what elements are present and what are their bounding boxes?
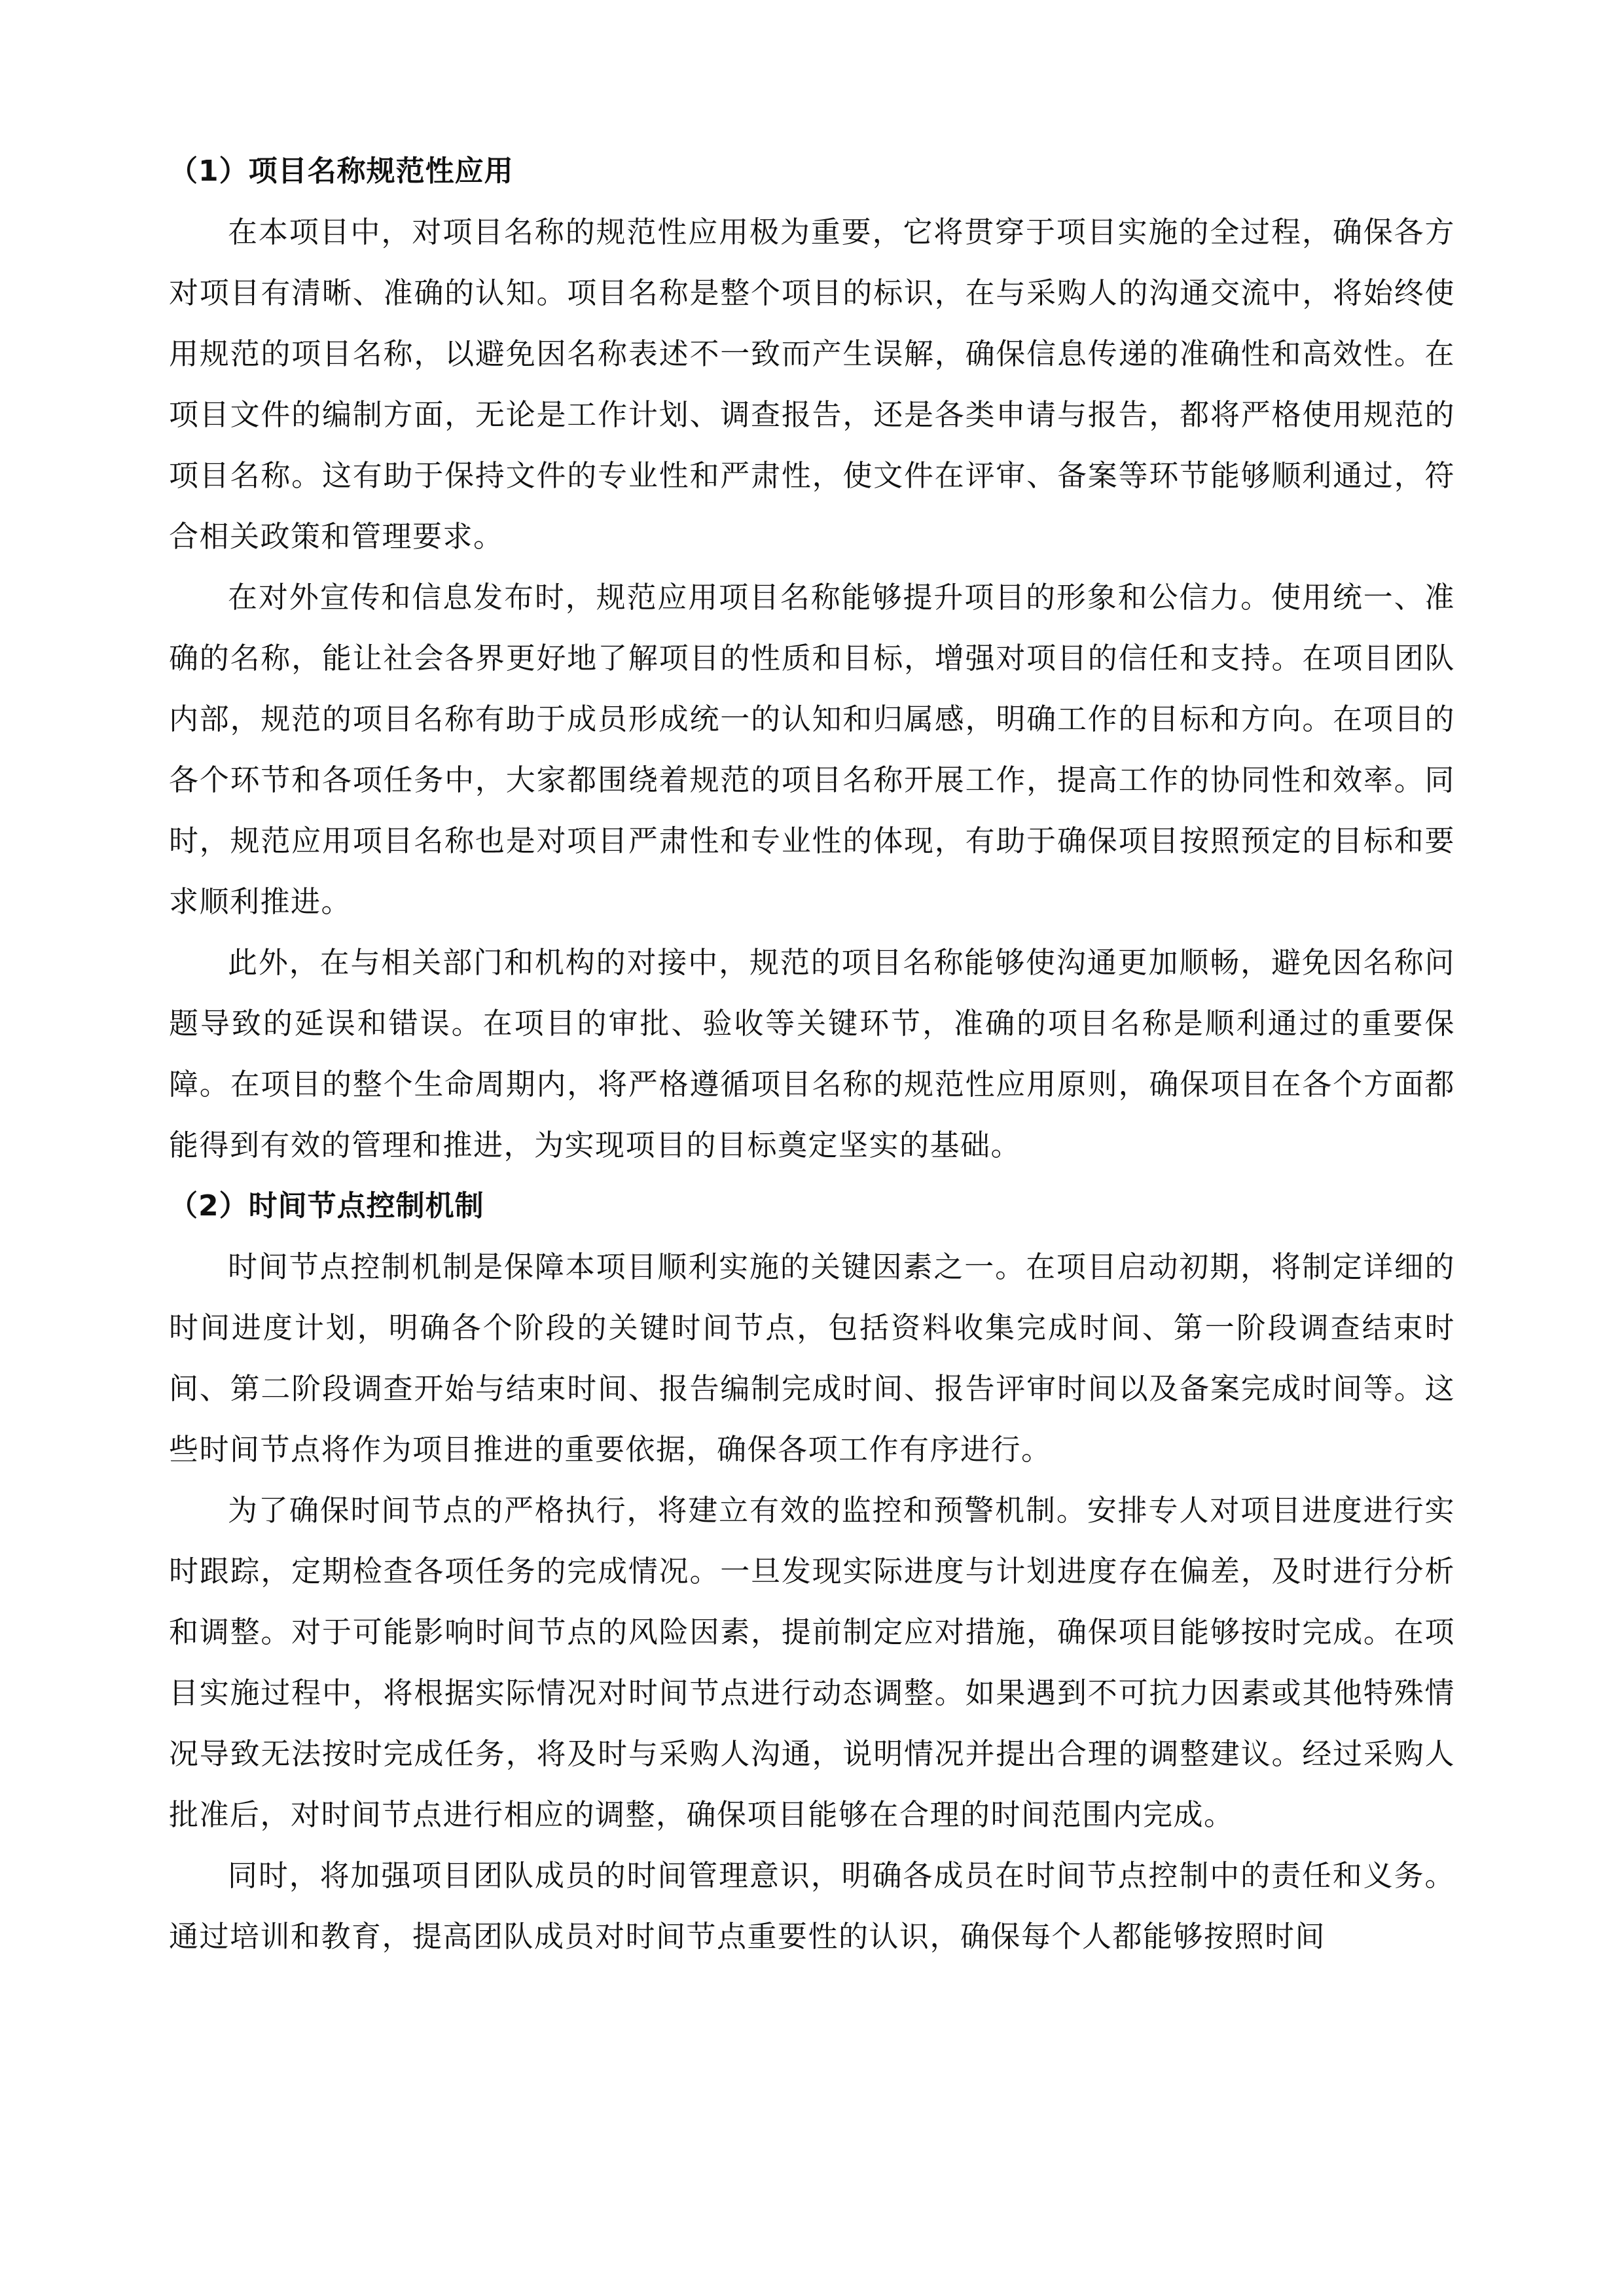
document-page (169, 141, 1455, 1967)
paragraph: 在本项目中，对项目名称的规范性应用极为重要，它将贯穿于项目实施的全过程，确保各方对项目有清晰、准确的认知。项目名称是整个项目的标识，在与采购人的沟通交流中，将始终使用规范的项目名称，以避免因名称表述不一致而产生误解，确保信息传递的准确性和高效性。在项目文件的编制方面，无论是工作计划、调查报告，还是各类申请与报告，都将严格使用规范的项目名称。这有助于保持文件的专业性和严肃性，使文件在评审、备案等环节能够顺利通过，符合相关政策和管理要求。 (169, 215, 1455, 554)
paragraph: 为了确保时间节点的严格执行，将建立有效的监控和预警机制。安排专人对项目进度进行实时跟踪，定期检查各项任务的完成情况。一旦发现实际进度与计划进度存在偏差，及时进行分析和调整。对于可能影响时间节点的风险因素，提前制定应对措施，确保项目能够按时完成。在项目实施过程中，将根据实际情况对时间节点进行动态调整。如果遇到不可抗力因素或其他特殊情况导致无法按时完成任务，将及时与采购人沟通，说明情况并提出合理的调整建议。经过采购人批准后，对时间节点进行相应的调整，确保项目能够在合理的时间范围内完成。 (169, 1493, 1455, 1832)
section-heading-time-node-control: （2）时间节点控制机制 (169, 1189, 484, 1223)
paragraph: 在对外宣传和信息发布时，规范应用项目名称能够提升项目的形象和公信力。使用统一、准确的名称，能让社会各界更好地了解项目的性质和目标，增强对项目的信任和支持。在项目团队内部，规范的项目名称有助于成员形成统一的认知和归属感，明确工作的目标和方向。在项目的各个环节和各项任务中，大家都围绕着规范的项目名称开展工作，提高工作的协同性和效率。同时，规范应用项目名称也是对项目严肃性和专业性的体现，有助于确保项目按照预定的目标和要求顺利推进。 (169, 580, 1455, 919)
section-heading-project-name: （1）项目名称规范性应用 (169, 154, 514, 188)
paragraph: 同时，将加强项目团队成员的时间管理意识，明确各成员在时间节点控制中的责任和义务。通过培训和教育，提高团队成员对时间节点重要性的认识，确保每个人都能够按照时间 (169, 1858, 1455, 1954)
paragraph: 此外，在与相关部门和机构的对接中，规范的项目名称能够使沟通更加顺畅，避免因名称问题导致的延误和错误。在项目的审批、验收等关键环节，准确的项目名称是顺利通过的重要保障。在项目的整个生命周期内，将严格遵循项目名称的规范性应用原则，确保项目在各个方面都能得到有效的管理和推进，为实现项目的目标奠定坚实的基础。 (169, 945, 1455, 1162)
paragraph: 时间节点控制机制是保障本项目顺利实施的关键因素之一。在项目启动初期，将制定详细的时间进度计划，明确各个阶段的关键时间节点，包括资料收集完成时间、第一阶段调查结束时间、第二阶段调查开始与结束时间、报告编制完成时间、报告评审时间以及备案完成时间等。这些时间节点将作为项目推进的重要依据，确保各项工作有序进行。 (169, 1249, 1455, 1467)
